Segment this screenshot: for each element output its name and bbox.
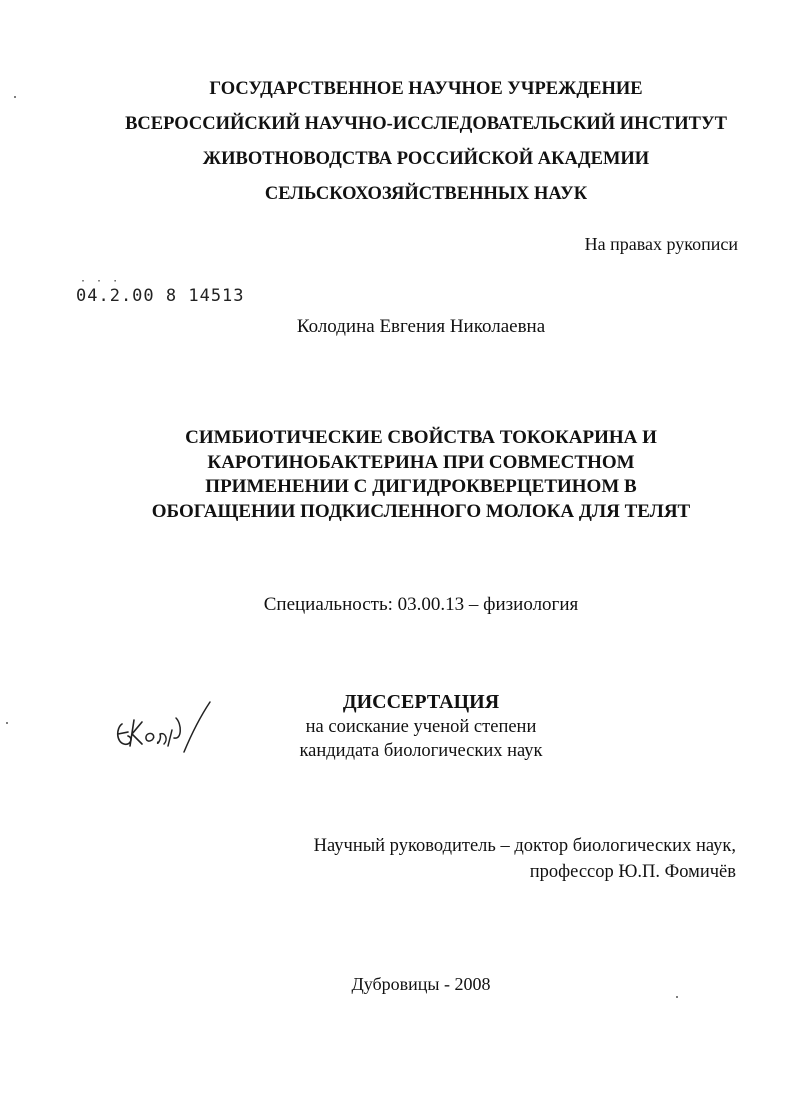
dissertation-heading: ДИССЕРТАЦИЯ [342, 691, 500, 713]
stamp-marks: · · · [80, 276, 121, 287]
institution-header [0, 72, 792, 212]
scan-speck [676, 996, 678, 998]
dissertation-block [0, 689, 792, 763]
author-name: Колодина Евгения Николаевна [296, 316, 546, 337]
scan-speck [6, 722, 8, 724]
institution-line-1: ГОСУДАРСТВЕННОЕ НАУЧНОЕ УЧРЕЖДЕНИЕ [209, 79, 643, 99]
supervisor-line-2: профессор Ю.П. Фомичёв [529, 862, 736, 882]
dissertation-title [0, 426, 792, 524]
degree-line-2: кандидата биологических наук [299, 741, 543, 761]
supervisor-block [314, 833, 736, 885]
place-and-year: Дубровицы - 2008 [351, 974, 491, 994]
title-line-4: ОБОГАЩЕНИИ ПОДКИСЛЕННОГО МОЛОКА ДЛЯ ТЕЛЯТ [151, 500, 691, 522]
stamp-number: 04.2.00 8 14513 [76, 286, 245, 306]
rights-note: На правах рукописи [584, 234, 738, 254]
title-line-2: КАРОТИНОБАКТЕРИНА ПРИ СОВМЕСТНОМ [207, 451, 635, 473]
institution-line-4: СЕЛЬСКОХОЗЯЙСТВЕННЫХ НАУК [264, 184, 588, 204]
degree-line-1: на соискание ученой степени [305, 717, 537, 737]
title-line-3: ПРИМЕНЕНИИ С ДИГИДРОКВЕРЦЕТИНОМ В [205, 476, 637, 497]
scan-speck [14, 96, 16, 98]
institution-line-2: ВСЕРОССИЙСКИЙ НАУЧНО-ИССЛЕДОВАТЕЛЬСКИЙ ИНСТИТУТ [125, 114, 727, 134]
specialty: Специальность: 03.00.13 – физиология [263, 594, 579, 615]
supervisor-line-1: Научный руководитель – доктор биологических наук, [313, 836, 736, 856]
title-line-1: СИМБИОТИЧЕСКИЕ СВОЙСТВА ТОКОКАРИНА И [185, 427, 657, 448]
institution-line-3: ЖИВОТНОВОДСТВА РОССИЙСКОЙ АКАДЕМИИ [202, 149, 650, 169]
